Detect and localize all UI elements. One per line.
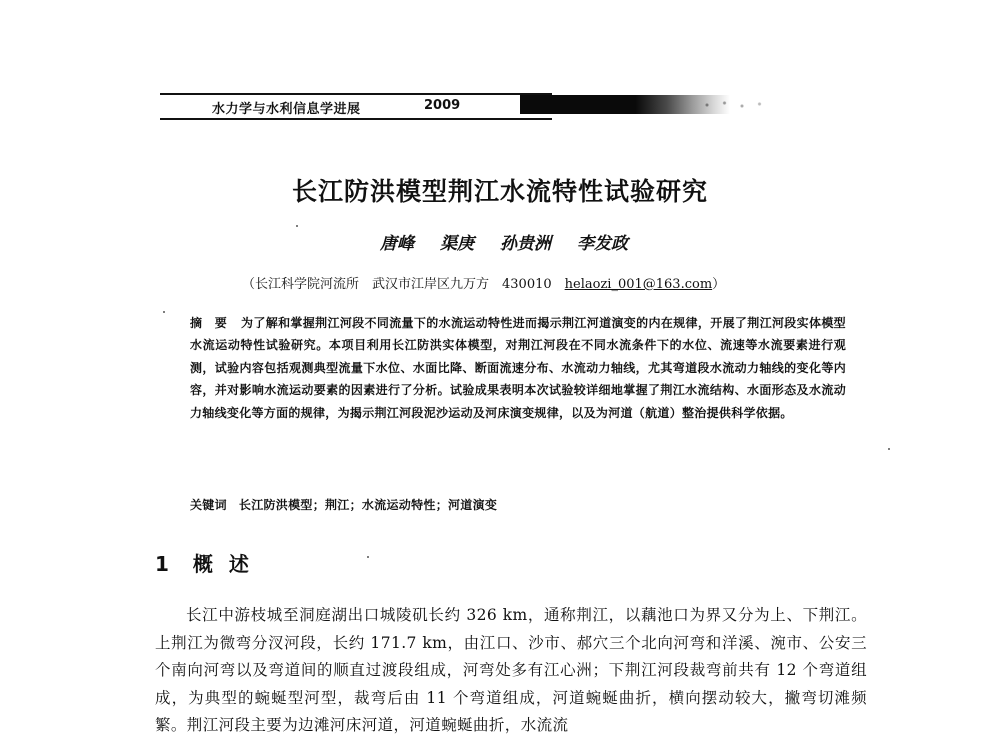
paper-title: 长江防洪模型荆江水流特性试验研究 <box>291 177 708 206</box>
author-name: 孙贵洲 <box>500 234 551 254</box>
section-number: 1 <box>155 552 171 576</box>
affiliation <box>242 273 725 292</box>
affiliation-text: （长江科学院河流所 武汉市江岸区九万方 430010 <box>242 277 565 292</box>
abstract-label: 摘 要 <box>190 316 228 330</box>
author-name: 唐峰 <box>380 234 414 254</box>
keywords <box>190 496 497 513</box>
journal-name: 水力学与水利信息学进展 <box>212 102 361 117</box>
scan-noise <box>700 100 770 110</box>
abstract-text: 为了解和掌握荆江河段不同流量下的水流运动特性进而揭示荆江河道演变的内在规律，开展了荆江河段实体模型水流运动特性试验研究。本项目利用长江防洪实体模型，对荆江河段在不同水流条件下的水位、流速等水流要素进行观测，试验内容包括观测典型流量下水位、水面比降、断面流速分布、水流动力轴线，尤其弯道段水流动力轴线的变化等内容，并对影响水流运动要素的因素进行了分析。试验成果表明本次试验较详细地掌握了荆江水流结构、水面形态及水流动力轴线变化等方面的规律，为揭示荆江河段泥沙运动及河床演变规律，以及为河道（航道）整治提供科学依据。 <box>190 316 846 420</box>
author-email: helaozi_001@163.com <box>564 277 713 292</box>
scan-speck <box>163 311 165 313</box>
author-name: 渠庚 <box>440 234 474 254</box>
abstract <box>190 312 846 424</box>
section-title: 概述 <box>192 552 265 576</box>
scan-speck <box>296 225 298 227</box>
journal-year: 2009 <box>424 98 461 113</box>
keywords-label: 关键词 <box>190 498 227 512</box>
section-heading <box>155 548 265 577</box>
header-black-bar <box>520 95 730 114</box>
header-rule-top <box>160 93 552 95</box>
keywords-text: 长江防洪模型；荆江；水流运动特性；河道演变 <box>238 498 498 512</box>
scan-speck <box>367 556 369 558</box>
author-name: 李发政 <box>577 234 628 254</box>
affiliation-close: ） <box>712 277 726 292</box>
scan-speck <box>888 448 890 450</box>
author-list <box>380 229 628 254</box>
body-paragraph: 长江中游枝城至洞庭湖出口城陵矶长约 326 km，通称荆江，以藕池口为界又分为上、下荆江。上荆江为微弯分汊河段，长约 171.7 km，由江口、沙市、郝穴三个北向河弯和洋溪、涴市、公安三个南向河弯以及弯道间的顺直过渡段组成，河弯处多有江心洲；下荆江河段裁弯前共有 12 个弯道组成，为典型的蜿蜒型河型，裁弯后由 11 个弯道组成，河道蜿蜒曲折，横向摆动较大，撇弯切滩频繁。荆江河段主要为边滩河床河道，河道蜿蜒曲折，水流流 <box>155 606 867 734</box>
header-rule-bottom <box>160 118 552 120</box>
